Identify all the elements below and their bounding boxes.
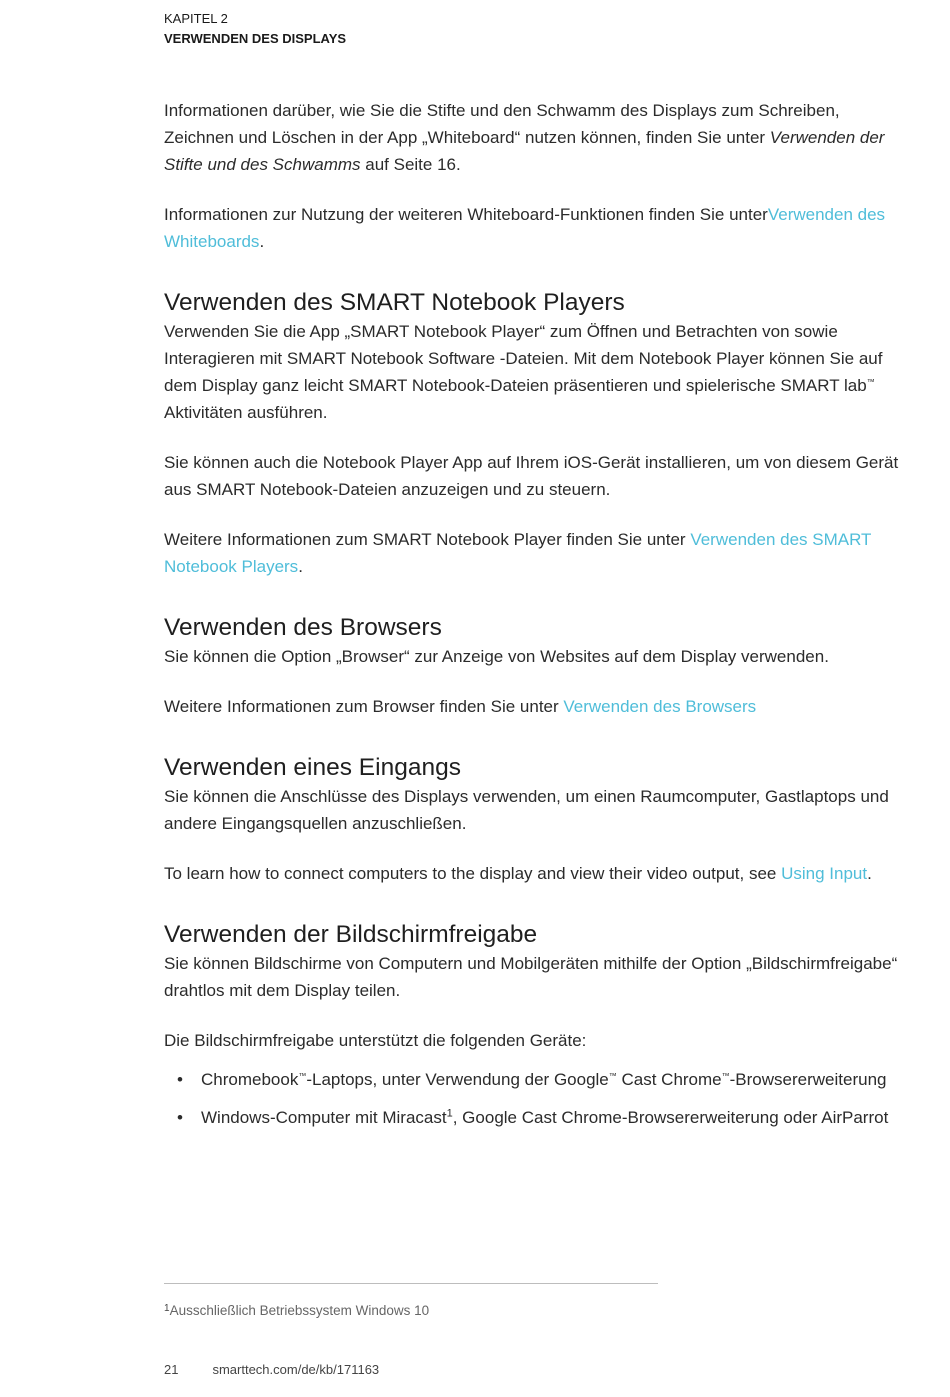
browser-p2-text: Weitere Informationen zum Browser finden Sie unter — [164, 697, 564, 716]
using-input-link[interactable]: Using Input — [781, 864, 868, 883]
page-footer — [164, 1362, 379, 1377]
item1-end: -Browsererweiterung — [729, 1070, 887, 1089]
footnote-number: 1 — [164, 1303, 170, 1314]
screenshare-heading: Verwenden der Bildschirmfreigabe — [164, 921, 538, 948]
footnote-text: Ausschließlich Betriebssystem Windows 10 — [169, 1303, 430, 1318]
screenshare-paragraph-2: Die Bildschirmfreigabe unterstützt die folgenden Geräte: — [164, 1031, 587, 1050]
intro-p2-end: . — [259, 232, 265, 251]
notebook-paragraph-2: Sie können auch die Notebook Player App auf Ihrem iOS-Gerät installieren, um von diesem Gerät aus SMART Notebook-Dateien anzuzeigen und zu steuern. — [164, 453, 899, 499]
bullet-icon: • — [177, 1108, 183, 1127]
item1-text: -Laptops, unter Verwendung der Google — [306, 1070, 609, 1089]
intro-paragraph-whiteboard — [164, 201, 914, 255]
trademark-symbol: ™ — [608, 1071, 617, 1081]
footer-url[interactable]: smarttech.com/de/kb/171163 — [212, 1362, 380, 1377]
chapter-label: KAPITEL 2 — [164, 11, 228, 26]
browser-paragraph-1: Sie können die Option „Browser“ zur Anzeige von Websites auf dem Display verwenden. — [164, 647, 829, 666]
device-list — [164, 1066, 914, 1131]
input-heading: Verwenden eines Eingangs — [164, 754, 461, 781]
trademark-symbol: ™ — [298, 1071, 307, 1081]
trademark-symbol: ™ — [866, 377, 875, 387]
list-item — [164, 1066, 914, 1093]
trademark-symbol: ™ — [721, 1071, 730, 1081]
list-item — [164, 1104, 914, 1131]
item2-end: , Google Cast Chrome-Browsererweiterung oder AirParrot — [452, 1108, 889, 1127]
item1-cast: Cast Chrome — [616, 1070, 722, 1089]
chapter-title: VERWENDEN DES DISPLAYS — [164, 31, 347, 46]
intro-p1-text: Informationen darüber, wie Sie die Stifte und den Schwamm des Displays zum Schreiben, Zeichnen und Löschen in der App „Whiteboard“ nutzen können, finden Sie unter — [164, 101, 840, 147]
input-paragraph-1: Sie können die Anschlüsse des Displays verwenden, um einen Raumcomputer, Gastlaptops und andere Eingangsquellen anzuschließen. — [164, 787, 889, 833]
footnote — [164, 1303, 429, 1318]
page-number: 21 — [164, 1362, 179, 1377]
browser-link[interactable]: Verwenden des Browsers — [563, 697, 757, 716]
page-header — [164, 9, 346, 49]
notebook-p1-end: Aktivitäten ausführen. — [164, 403, 328, 422]
browser-heading: Verwenden des Browsers — [164, 614, 442, 641]
notebook-heading: Verwenden des SMART Notebook Players — [164, 289, 625, 316]
bullet-icon: • — [177, 1070, 183, 1089]
footnote-divider — [164, 1283, 658, 1284]
intro-p1-reference: Verwenden der Stifte und des Schwamms — [164, 128, 885, 174]
item2-text: Windows-Computer mit Miracast — [201, 1108, 447, 1127]
notebook-paragraph-3 — [164, 526, 914, 580]
screenshare-paragraph-1: Sie können Bildschirme von Computern und Mobilgeräten mithilfe der Option „Bildschirmfreigabe“ drahtlos mit dem Display teilen. — [164, 954, 898, 1000]
notebook-player-link[interactable]: Verwenden des SMART Notebook Players — [164, 530, 872, 576]
intro-paragraph-pens — [164, 97, 914, 178]
input-p2-end: . — [867, 864, 872, 883]
input-p2-text: To learn how to connect computers to the display and view their video output, see — [164, 864, 782, 883]
notebook-paragraph-1 — [164, 318, 914, 426]
item1-chromebook: Chromebook — [201, 1070, 299, 1089]
main-content — [164, 97, 914, 1142]
notebook-p3-text: Weitere Informationen zum SMART Notebook Player finden Sie unter — [164, 530, 691, 549]
notebook-p1-text: Verwenden Sie die App „SMART Notebook Player“ zum Öffnen und Betrachten von sowie Interagieren mit SMART Notebook Software -Dateien. Mit dem Notebook Player können Sie auf dem Display ganz leicht SMART Notebook-Dateien präsentieren und spielerische SMART lab — [164, 322, 883, 395]
footnote-reference[interactable]: 1 — [446, 1107, 453, 1120]
notebook-p3-end: . — [298, 557, 303, 576]
browser-paragraph-2 — [164, 693, 914, 720]
intro-p2-text: Informationen zur Nutzung der weiteren Whiteboard-Funktionen finden Sie unter — [164, 205, 768, 224]
input-paragraph-2 — [164, 860, 914, 887]
intro-p1-end: auf Seite 16. — [360, 155, 461, 174]
whiteboard-link[interactable]: Verwenden des Whiteboards — [164, 205, 886, 251]
